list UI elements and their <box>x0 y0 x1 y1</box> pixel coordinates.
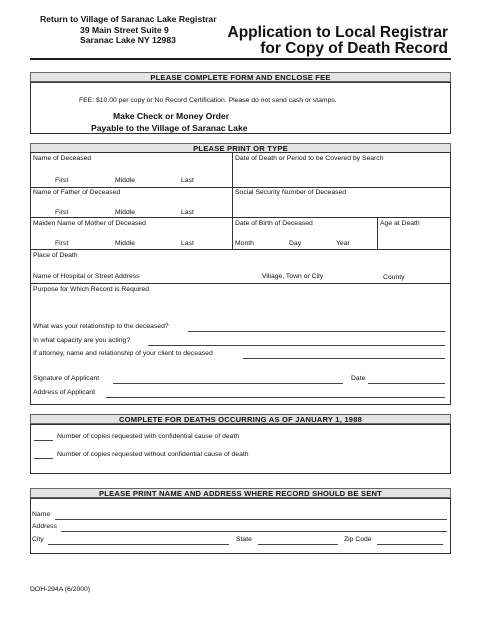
purpose-label: Purpose for Which Record is Required <box>33 286 149 293</box>
first-label: First <box>55 240 69 247</box>
print-section-box <box>30 152 451 405</box>
middle-label: Middle <box>115 209 136 216</box>
ssn-label: Social Security Number of Deceased <box>235 189 347 196</box>
row-divider <box>31 283 450 284</box>
relationship-label: What was your relationship to the deceased? <box>33 323 169 330</box>
mother-maiden-name-label: Maiden Name of Mother of Deceased <box>33 220 146 227</box>
applicant-address-label: Address of Applicant <box>33 389 95 396</box>
county-label: County <box>383 274 405 281</box>
age-at-death-field[interactable] <box>380 229 448 247</box>
date-of-birth-field[interactable] <box>235 229 375 240</box>
relationship-field[interactable] <box>188 331 445 332</box>
row-divider <box>31 187 450 188</box>
attorney-field[interactable] <box>243 358 445 359</box>
date-label: Date <box>351 375 366 382</box>
capacity-field[interactable] <box>148 345 445 346</box>
village-label: Village, Town or City <box>262 273 324 280</box>
hospital-label: Name of Hospital or Street Address <box>33 273 140 280</box>
complete-section-box <box>30 424 451 474</box>
non-confidential-copies-label: Number of copies requested without confidential cause of death <box>57 451 249 458</box>
confidential-copies-label: Number of copies requested with confidential cause of death <box>57 433 240 440</box>
place-of-death-label: Place of Death <box>33 252 78 259</box>
month-label: Month <box>235 240 254 247</box>
first-label: First <box>55 209 69 216</box>
middle-label: Middle <box>115 177 136 184</box>
row-divider <box>31 249 450 250</box>
column-divider <box>377 217 378 249</box>
form-number: DOH-294A (6/2000) <box>30 586 91 593</box>
purpose-field[interactable] <box>33 295 447 317</box>
place-of-death-field[interactable] <box>33 261 447 273</box>
check-line2: Payable to the Village of Saranac Lake <box>91 123 248 133</box>
signature-field[interactable] <box>113 383 343 384</box>
mail-address-label: Address <box>32 523 57 530</box>
age-at-death-label: Age at Death <box>380 220 420 227</box>
mail-section-header: PLEASE PRINT NAME AND ADDRESS WHERE RECORD SHOULD BE SENT <box>30 488 451 498</box>
date-field[interactable] <box>368 383 445 384</box>
column-divider <box>232 153 233 249</box>
name-of-deceased-field[interactable] <box>33 165 229 177</box>
form-title-line1: Application to Local Registrar <box>227 24 448 41</box>
return-address-line2: 39 Main Street Suite 9 <box>80 24 169 35</box>
last-label: Last <box>181 177 194 184</box>
father-name-label: Name of Father of Deceased <box>33 189 121 196</box>
first-label: First <box>55 177 69 184</box>
applicant-address-field[interactable] <box>106 397 445 398</box>
name-of-deceased-label: Name of Deceased <box>33 155 92 162</box>
form-title-line2: for Copy of Death Record <box>260 40 448 57</box>
confidential-copies-field[interactable] <box>34 440 53 441</box>
non-confidential-copies-field[interactable] <box>34 458 53 459</box>
father-name-field[interactable] <box>33 197 229 209</box>
signature-label: Signature of Applicant <box>33 375 100 382</box>
last-label: Last <box>181 209 194 216</box>
date-of-death-label: Date of Death or Period to be Covered by Search <box>235 155 384 162</box>
row-divider <box>31 217 450 218</box>
attorney-label: If attorney, name and relationship of your client to deceased <box>33 350 213 357</box>
return-address-line1: Return to Village of Saranac Lake Registrar <box>40 14 217 24</box>
fee-text: FEE: $10.00 per copy or No Record Certification. Please do not send cash or stamps. <box>79 97 337 104</box>
form-title <box>228 25 448 57</box>
ssn-field[interactable] <box>235 197 447 215</box>
capacity-label: In what capacity are you acting? <box>33 337 131 344</box>
fee-section-header: PLEASE COMPLETE FORM AND ENCLOSE FEE <box>30 72 451 82</box>
mail-city-field[interactable] <box>48 544 229 545</box>
mail-name-field[interactable] <box>55 519 447 520</box>
mail-name-label: Name <box>32 511 51 518</box>
mother-maiden-name-field[interactable] <box>33 229 229 240</box>
fee-section-box <box>30 82 451 134</box>
day-label: Day <box>289 240 302 247</box>
date-of-death-field[interactable] <box>235 165 447 185</box>
mail-address-field[interactable] <box>61 531 447 532</box>
mail-state-label: State <box>236 536 252 543</box>
last-label: Last <box>181 240 194 247</box>
print-section-header: PLEASE PRINT OR TYPE <box>30 143 451 153</box>
mail-zip-label: Zip Code <box>344 536 372 543</box>
return-address-line3: Saranac Lake NY 12983 <box>80 35 176 46</box>
return-address <box>40 14 217 46</box>
middle-label: Middle <box>115 240 136 247</box>
title-rule <box>30 58 451 60</box>
mail-section-box <box>30 498 451 554</box>
complete-section-header: COMPLETE FOR DEATHS OCCURRING AS OF JANUARY 1, 1988 <box>30 414 451 424</box>
mail-zip-field[interactable] <box>377 544 443 545</box>
date-of-birth-label: Date of Birth of Deceased <box>235 220 313 227</box>
year-label: Year <box>336 240 350 247</box>
check-line1: Make Check or Money Order <box>113 111 230 121</box>
mail-state-field[interactable] <box>258 544 338 545</box>
mail-city-label: City <box>32 536 44 543</box>
